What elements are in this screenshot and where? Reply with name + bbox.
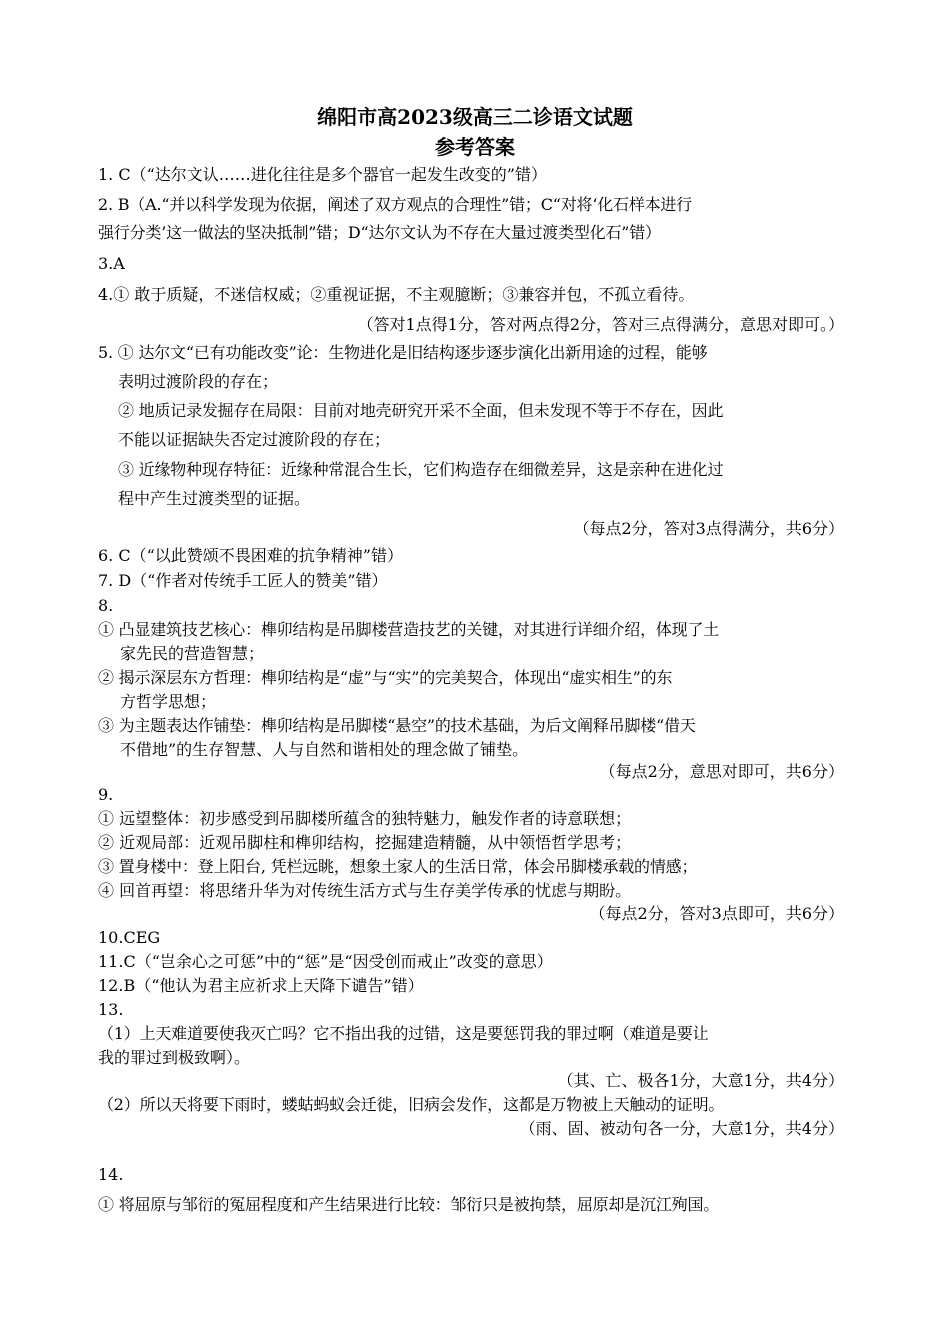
answer-2-line-2: 强行分类’这一做法的坚决抵制”错；D“达尔文认为不存在大量过渡类型化石”错） [98, 223, 661, 242]
answer-9-scoring: （每点2分，答对3点即可，共6分） [589, 904, 844, 923]
answer-14-heading: 14. [98, 1165, 124, 1184]
answer-13-part-2-scoring: （雨、固、被动句各一分，大意1分，共4分） [519, 1119, 844, 1138]
document-title: 绵阳市高2023级高三二诊语文试题 [317, 105, 633, 129]
answer-13-part-1-line-1: （1）上天难道要使我灭亡吗？它不指出我的过错，这是要惩罚我的罪过啊（难道是要让 [98, 1024, 709, 1043]
answer-8-point-2-line-2: 方哲学思想； [120, 692, 217, 711]
answer-5-scoring: （每点2分，答对3点得满分，共6分） [573, 519, 844, 538]
answer-5-point-2-line-2: 不能以证据缺失否定过渡阶段的存在； [118, 430, 391, 449]
answer-11: 11.C（“岂余心之可惩”中的“惩”是“因受创而戒止”改变的意思） [98, 952, 553, 971]
answer-14-point-1: ① 将屈原与邹衍的冤屈程度和产生结果进行比较：邹衍只是被拘禁，屈原却是沉江殉国。 [98, 1195, 720, 1214]
answer-7: 7. D（“作者对传统手工匠人的赞美”错） [98, 571, 388, 590]
answer-5-point-3-line-2: 程中产生过渡类型的证据。 [118, 489, 311, 508]
answer-13-part-1-line-2: 我的罪过到极致啊）。 [98, 1048, 251, 1067]
answer-9-point-4: ④ 回首再望：将思绪升华为对传统生活方式与生存美学传承的忧虑与期盼。 [98, 881, 632, 900]
answer-8-heading: 8. [98, 596, 114, 615]
answer-10: 10.CEG [98, 928, 161, 947]
answer-6: 6. C（“以此赞颂不畏困难的抗争精神”错） [98, 546, 403, 565]
answer-5-point-1-line-2: 表明过渡阶段的存在； [118, 372, 279, 391]
answer-5-point-3-line-1: ③ 近缘物种现存特征：近缘种常混合生长，它们构造存在细微差异，这是亲种在进化过 [118, 460, 724, 479]
answer-13-part-1-scoring: （其、亡、极各1分，大意1分，共4分） [557, 1071, 844, 1090]
answer-9-point-1: ① 远望整体：初步感受到吊脚楼所蕴含的独特魅力，触发作者的诗意联想； [98, 809, 632, 828]
answer-4-scoring: （答对1点得1分，答对两点得2分，答对三点得满分，意思对即可。） [357, 315, 844, 334]
answer-4: 4.① 敢于质疑，不迷信权威；②重视证据，不主观臆断；③兼容并包，不孤立看待。 [98, 285, 695, 304]
answer-2-line-1: 2. B（A.“并以科学发现为依据，阐述了双方观点的合理性”错；C“对将‘化石样本进行 [98, 195, 693, 214]
answer-8-scoring: （每点2分，意思对即可，共6分） [599, 762, 844, 781]
answer-8-point-2-line-1: ② 揭示深层东方哲理：榫卯结构是“虚”与“实”的完美契合，体现出“虚实相生”的东 [98, 668, 673, 687]
answer-1: 1. C（“达尔文认……进化往往是多个器官一起发生改变的”错） [98, 165, 547, 184]
answer-8-point-1-line-2: 家先民的营造智慧； [120, 644, 265, 663]
answer-3: 3.A [98, 254, 125, 273]
answer-12: 12.B（“他认为君主应祈求上天降下谴告”错） [98, 976, 424, 995]
answer-8-point-3-line-2: 不借地”的生存智慧、人与自然和谐相处的理念做了铺垫。 [120, 740, 529, 759]
answer-13-part-2: （2）所以天将要下雨时，蝼蛄蚂蚁会迁徙，旧病会发作，这都是万物被上天触动的证明。 [98, 1095, 725, 1114]
document-subtitle: 参考答案 [435, 135, 515, 159]
answer-9-point-2: ② 近观局部：近观吊脚柱和榫卯结构，挖掘建造精髓，从中领悟哲学思考； [98, 833, 632, 852]
answer-9-point-3: ③ 置身楼中：登上阳台, 凭栏远眺，想象土家人的生活日常，体会吊脚楼承载的情感； [98, 857, 698, 876]
answer-8-point-3-line-1: ③ 为主题表达作铺垫：榫卯结构是吊脚楼“悬空”的技术基础，为后文阐释吊脚楼“借天 [98, 716, 696, 735]
answer-8-point-1-line-1: ① 凸显建筑技艺核心：榫卯结构是吊脚楼营造技艺的关键，对其进行详细介绍，体现了土 [98, 620, 720, 639]
answer-9-heading: 9. [98, 785, 114, 804]
answer-5-point-2-line-1: ② 地质记录发掘存在局限：目前对地壳研究开采不全面，但未发现不等于不存在，因此 [118, 401, 724, 420]
answer-5-point-1-line-1: 5. ① 达尔文“已有功能改变”论：生物进化是旧结构逐步逐步演化出新用途的过程，能够 [98, 343, 708, 362]
answer-13-heading: 13. [98, 1000, 124, 1019]
